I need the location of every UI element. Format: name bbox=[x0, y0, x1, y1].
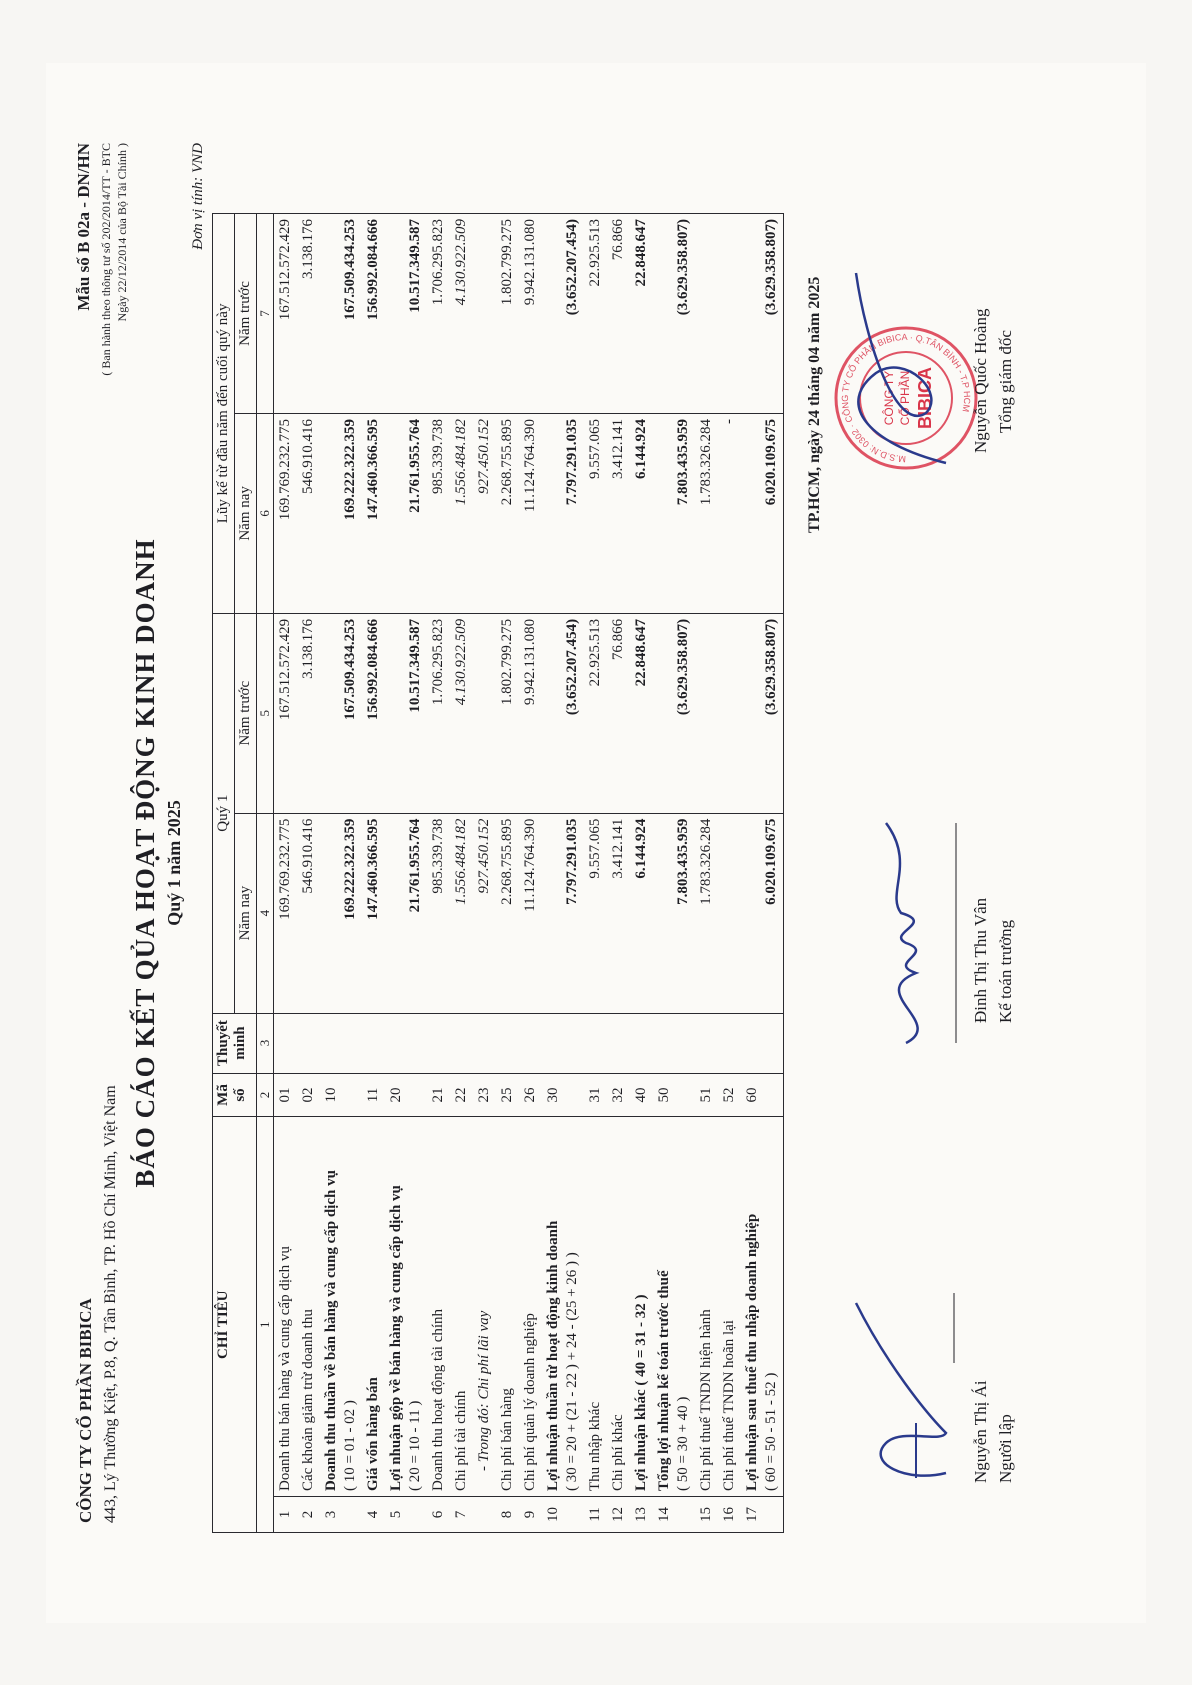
row-label bbox=[473, 1116, 496, 1496]
preparer-role: Người lập bbox=[996, 1413, 1015, 1483]
header-ma-so: Mã số bbox=[213, 1073, 257, 1117]
row-note bbox=[542, 1013, 584, 1073]
value-quarter-this-year: 3.412.141 bbox=[607, 813, 630, 1013]
row-number: 13 bbox=[630, 1496, 653, 1532]
table-row bbox=[320, 213, 362, 1532]
row-number: 5 bbox=[385, 1496, 427, 1532]
report-title: BÁO CÁO KẾT QỦA HOẠT ĐỘNG KINH DOANH bbox=[130, 537, 160, 1188]
value-ytd-last-year: 10.517.349.587 bbox=[385, 213, 427, 413]
income-statement-table bbox=[212, 213, 784, 1533]
row-formula: ( 30 = 20 + (21 - 22 ) + 24 - (25 + 26 ) ) bbox=[564, 1251, 580, 1491]
column-index-row bbox=[257, 213, 274, 1532]
row-note bbox=[584, 1013, 607, 1073]
column-index: 3 bbox=[257, 1013, 274, 1073]
column-index: 4 bbox=[257, 813, 274, 1013]
row-number: 10 bbox=[542, 1496, 584, 1532]
value-ytd-this-year: 21.761.955.764 bbox=[385, 413, 427, 613]
report-page bbox=[46, 63, 1146, 1623]
row-code: 32 bbox=[607, 1073, 630, 1117]
value-quarter-this-year bbox=[718, 813, 741, 1013]
value-ytd-last-year bbox=[473, 213, 496, 413]
value-quarter-last-year: 10.517.349.587 bbox=[385, 613, 427, 813]
stamp-line-3: BIBICA bbox=[915, 366, 935, 429]
value-quarter-last-year: 167.509.434.253 bbox=[320, 613, 362, 813]
table-row bbox=[653, 213, 695, 1532]
value-quarter-last-year: 22.848.647 bbox=[630, 613, 653, 813]
value-quarter-this-year: 2.268.755.895 bbox=[496, 813, 519, 1013]
row-code: 11 bbox=[362, 1073, 385, 1117]
row-label-line: Chi phí tài chính bbox=[453, 1390, 469, 1491]
row-formula: ( 50 = 30 + 40 ) bbox=[675, 1396, 691, 1491]
value-ytd-last-year: 156.992.084.666 bbox=[362, 213, 385, 413]
table-row bbox=[274, 213, 298, 1532]
row-code: 01 bbox=[274, 1073, 298, 1117]
value-quarter-this-year: 1.556.484.182 bbox=[450, 813, 473, 1013]
table-row bbox=[741, 213, 784, 1532]
table-row bbox=[450, 213, 473, 1532]
row-number bbox=[473, 1496, 496, 1532]
row-note bbox=[274, 1013, 298, 1073]
value-quarter-this-year: 169.222.322.359 bbox=[320, 813, 362, 1013]
value-quarter-last-year bbox=[473, 613, 496, 813]
table-body bbox=[274, 213, 784, 1532]
row-code: 25 bbox=[496, 1073, 519, 1117]
value-ytd-last-year: 9.942.131.080 bbox=[519, 213, 542, 413]
table-row bbox=[473, 213, 496, 1532]
row-note bbox=[695, 1013, 718, 1073]
row-label bbox=[630, 1116, 653, 1496]
row-note bbox=[385, 1013, 427, 1073]
value-ytd-last-year: 167.509.434.253 bbox=[320, 213, 362, 413]
stamp-line-2: CỔ PHẦN bbox=[898, 370, 912, 425]
accountant-name: Đinh Thị Thu Vân bbox=[971, 897, 990, 1023]
row-note bbox=[653, 1013, 695, 1073]
row-label bbox=[519, 1116, 542, 1496]
row-label bbox=[362, 1116, 385, 1496]
row-number: 4 bbox=[362, 1496, 385, 1532]
row-formula: ( 10 = 01 - 02 ) bbox=[342, 1399, 358, 1491]
table-row bbox=[427, 213, 450, 1532]
value-quarter-last-year: 156.992.084.666 bbox=[362, 613, 385, 813]
row-label-line: Các khoản giảm trừ doanh thu bbox=[300, 1308, 316, 1491]
row-number: 8 bbox=[496, 1496, 519, 1532]
preparer-signature bbox=[846, 1283, 966, 1503]
table-row bbox=[630, 213, 653, 1532]
value-quarter-this-year: 21.761.955.764 bbox=[385, 813, 427, 1013]
value-ytd-last-year: (3.629.358.807) bbox=[741, 213, 784, 413]
value-ytd-this-year: - bbox=[718, 413, 741, 613]
row-number: 6 bbox=[427, 1496, 450, 1532]
value-ytd-last-year: 167.512.572.429 bbox=[274, 213, 298, 413]
row-note bbox=[496, 1013, 519, 1073]
row-code: 60 bbox=[741, 1073, 784, 1117]
column-index: 2 bbox=[257, 1073, 274, 1117]
column-index: 5 bbox=[257, 613, 274, 813]
row-number: 15 bbox=[695, 1496, 718, 1532]
value-ytd-this-year: 7.803.435.959 bbox=[653, 413, 695, 613]
row-note bbox=[362, 1013, 385, 1073]
form-note bbox=[98, 143, 130, 376]
value-ytd-this-year: 1.556.484.182 bbox=[450, 413, 473, 613]
row-code: 23 bbox=[473, 1073, 496, 1117]
value-ytd-this-year: 546.910.416 bbox=[297, 413, 320, 613]
value-quarter-this-year: 546.910.416 bbox=[297, 813, 320, 1013]
row-number: 1 bbox=[274, 1496, 298, 1532]
row-label-line: Chi phí quản lý doanh nghiệp bbox=[522, 1312, 538, 1491]
value-ytd-this-year: 147.460.366.595 bbox=[362, 413, 385, 613]
row-code: 31 bbox=[584, 1073, 607, 1117]
value-quarter-this-year: 169.769.232.775 bbox=[274, 813, 298, 1013]
row-label bbox=[607, 1116, 630, 1496]
row-label bbox=[297, 1116, 320, 1496]
value-ytd-last-year: 1.706.295.823 bbox=[427, 213, 450, 413]
company-name: CÔNG TY CỔ PHẦN BIBICA bbox=[76, 1297, 95, 1523]
row-code: 40 bbox=[630, 1073, 653, 1117]
row-label bbox=[450, 1116, 473, 1496]
value-quarter-this-year: 7.797.291.035 bbox=[542, 813, 584, 1013]
row-note bbox=[473, 1013, 496, 1073]
value-quarter-this-year: 147.460.366.595 bbox=[362, 813, 385, 1013]
column-index: 6 bbox=[257, 413, 274, 613]
value-quarter-last-year: (3.629.358.807) bbox=[741, 613, 784, 813]
row-label-line: Doanh thu bán hàng và cung cấp dịch vụ bbox=[277, 1245, 293, 1491]
header-chi-tieu: CHỈ TIÊU bbox=[213, 1116, 257, 1532]
currency-unit: Đơn vị tính: VND bbox=[190, 142, 206, 250]
value-quarter-last-year: (3.652.207.454) bbox=[542, 613, 584, 813]
value-quarter-this-year: 11.124.764.390 bbox=[519, 813, 542, 1013]
stamp-line-1: CÔNG TY bbox=[882, 370, 896, 425]
header-nam-nay-lk: Năm nay bbox=[235, 413, 257, 613]
value-ytd-this-year: 3.412.141 bbox=[607, 413, 630, 613]
row-number: 9 bbox=[519, 1496, 542, 1532]
value-quarter-last-year: 22.925.513 bbox=[584, 613, 607, 813]
row-code: 50 bbox=[653, 1073, 695, 1117]
row-number: 7 bbox=[450, 1496, 473, 1532]
value-ytd-last-year: 4.130.922.509 bbox=[450, 213, 473, 413]
form-note-line-1: ( Ban hành theo thông tư số 202/2014/TT - BTC bbox=[99, 142, 113, 376]
row-label bbox=[695, 1116, 718, 1496]
stamp-ring-text: M.S.D.N: 0302 · CÔNG TY CỔ PHẦN BIBICA · Q.TÂN BÌNH - T.P HCM bbox=[839, 331, 973, 464]
row-label bbox=[496, 1116, 519, 1496]
value-ytd-last-year bbox=[695, 213, 718, 413]
row-note bbox=[450, 1013, 473, 1073]
value-ytd-this-year: 169.769.232.775 bbox=[274, 413, 298, 613]
row-label bbox=[385, 1116, 427, 1496]
row-note bbox=[718, 1013, 741, 1073]
value-ytd-this-year: 6.144.924 bbox=[630, 413, 653, 613]
value-ytd-last-year: 76.866 bbox=[607, 213, 630, 413]
row-code: 02 bbox=[297, 1073, 320, 1117]
value-quarter-last-year: 167.512.572.429 bbox=[274, 613, 298, 813]
row-label bbox=[320, 1116, 362, 1496]
form-note-line-2: Ngày 22/12/2014 của Bộ Tài Chính ) bbox=[115, 142, 129, 321]
value-quarter-last-year: 76.866 bbox=[607, 613, 630, 813]
value-quarter-last-year bbox=[718, 613, 741, 813]
row-note bbox=[320, 1013, 362, 1073]
value-quarter-last-year: 9.942.131.080 bbox=[519, 613, 542, 813]
table-row bbox=[297, 213, 320, 1532]
row-label bbox=[584, 1116, 607, 1496]
row-label-line: Giá vốn hàng bán bbox=[365, 1376, 381, 1491]
value-quarter-this-year: 1.783.326.284 bbox=[695, 813, 718, 1013]
form-number: Mẫu số B 02a - DN/HN bbox=[74, 142, 93, 311]
row-number: 17 bbox=[741, 1496, 784, 1532]
row-code: 21 bbox=[427, 1073, 450, 1117]
row-label-line: Chi phí khác bbox=[610, 1413, 626, 1491]
row-note bbox=[741, 1013, 784, 1073]
value-ytd-last-year: 1.802.799.275 bbox=[496, 213, 519, 413]
value-ytd-this-year: 1.783.326.284 bbox=[695, 413, 718, 613]
value-ytd-this-year: 2.268.755.895 bbox=[496, 413, 519, 613]
row-note bbox=[630, 1013, 653, 1073]
row-number: 14 bbox=[653, 1496, 695, 1532]
row-label bbox=[274, 1116, 298, 1496]
table-row bbox=[607, 213, 630, 1532]
table-row bbox=[496, 213, 519, 1532]
director-signature bbox=[836, 243, 966, 503]
value-ytd-this-year: 7.797.291.035 bbox=[542, 413, 584, 613]
value-quarter-this-year: 6.020.109.675 bbox=[741, 813, 784, 1013]
column-index: 1 bbox=[257, 1116, 274, 1532]
row-label bbox=[718, 1116, 741, 1496]
accountant-role: Kế toán trưởng bbox=[996, 919, 1015, 1023]
row-code: 51 bbox=[695, 1073, 718, 1117]
value-ytd-this-year: 6.020.109.675 bbox=[741, 413, 784, 613]
director-role: Tổng giám đốc bbox=[996, 329, 1015, 433]
value-quarter-last-year: 4.130.922.509 bbox=[450, 613, 473, 813]
value-quarter-last-year: (3.629.358.807) bbox=[653, 613, 695, 813]
row-formula: ( 60 = 50 - 51 - 52 ) bbox=[763, 1372, 779, 1491]
report-date: TP.HCM, ngày 24 tháng 04 năm 2025 bbox=[806, 276, 823, 533]
value-quarter-this-year: 7.803.435.959 bbox=[653, 813, 695, 1013]
row-label-line: Lợi nhuận gộp về bán hàng và cung cấp dịch vụ bbox=[388, 1184, 404, 1491]
value-ytd-this-year: 985.339.738 bbox=[427, 413, 450, 613]
value-ytd-last-year bbox=[718, 213, 741, 413]
row-label-line: Tổng lợi nhuận kế toán trước thuế bbox=[656, 1269, 672, 1491]
row-number: 2 bbox=[297, 1496, 320, 1532]
preparer-name: Nguyễn Thị Ái bbox=[971, 1379, 990, 1483]
row-code: 20 bbox=[385, 1073, 427, 1117]
value-ytd-this-year: 927.450.152 bbox=[473, 413, 496, 613]
table-row bbox=[695, 213, 718, 1532]
row-label-line: Lợi nhuận thuần từ hoạt động kinh doanh bbox=[545, 1220, 561, 1491]
value-ytd-this-year: 9.557.065 bbox=[584, 413, 607, 613]
row-label-line: - Trong đó: Chi phí lãi vay bbox=[476, 1310, 492, 1471]
row-note bbox=[297, 1013, 320, 1073]
value-quarter-this-year: 927.450.152 bbox=[473, 813, 496, 1013]
row-code: 22 bbox=[450, 1073, 473, 1117]
table-row bbox=[718, 213, 741, 1532]
value-quarter-this-year: 9.557.065 bbox=[584, 813, 607, 1013]
row-number: 3 bbox=[320, 1496, 362, 1532]
row-number: 12 bbox=[607, 1496, 630, 1532]
row-label bbox=[741, 1116, 784, 1496]
report-subtitle: Quý 1 năm 2025 bbox=[164, 799, 184, 926]
row-label-line: Chi phí thuế TNDN hoãn lại bbox=[721, 1319, 737, 1491]
row-code: 10 bbox=[320, 1073, 362, 1117]
value-quarter-last-year: 1.706.295.823 bbox=[427, 613, 450, 813]
value-ytd-last-year: 22.848.647 bbox=[630, 213, 653, 413]
table-row bbox=[362, 213, 385, 1532]
row-note bbox=[427, 1013, 450, 1073]
row-label-line: Chi phí bán hàng bbox=[499, 1387, 515, 1491]
table-row bbox=[385, 213, 427, 1532]
row-label bbox=[542, 1116, 584, 1496]
row-label-line: Lợi nhuận khác ( 40 = 31 - 32 ) bbox=[633, 1294, 649, 1491]
row-label-line: Doanh thu thuần về bán hàng và cung cấp dịch vụ bbox=[323, 1169, 339, 1491]
table-row bbox=[519, 213, 542, 1532]
row-number: 11 bbox=[584, 1496, 607, 1532]
row-label-line: Chi phí thuế TNDN hiện hành bbox=[698, 1308, 714, 1491]
value-quarter-this-year: 6.144.924 bbox=[630, 813, 653, 1013]
header-quy-1: Quý 1 bbox=[213, 613, 235, 1013]
row-code: 26 bbox=[519, 1073, 542, 1117]
row-note bbox=[607, 1013, 630, 1073]
column-index: 7 bbox=[257, 213, 274, 413]
header-nam-truoc-q: Năm trước bbox=[235, 613, 257, 813]
value-quarter-last-year bbox=[695, 613, 718, 813]
header-nam-nay-q: Năm nay bbox=[235, 813, 257, 1013]
table-row bbox=[584, 213, 607, 1532]
header-luy-ke: Lũy kế từ đầu năm đến cuối quý này bbox=[213, 213, 235, 613]
company-address: 443, Lý Thường Kiệt, P.8, Q. Tân Bình, TP. Hồ Chí Minh, Việt Nam bbox=[102, 1084, 119, 1523]
row-label-line: Lợi nhuận sau thuế thu nhập doanh nghiệp bbox=[744, 1213, 760, 1491]
value-ytd-last-year: 22.925.513 bbox=[584, 213, 607, 413]
value-quarter-this-year: 985.339.738 bbox=[427, 813, 450, 1013]
header-nam-truoc-lk: Năm trước bbox=[235, 213, 257, 413]
director-name: Nguyễn Quốc Hoàng bbox=[971, 308, 990, 453]
row-label-line: Doanh thu hoạt động tài chính bbox=[430, 1308, 446, 1491]
row-label bbox=[427, 1116, 450, 1496]
value-ytd-last-year: 3.138.176 bbox=[297, 213, 320, 413]
value-ytd-this-year: 11.124.764.390 bbox=[519, 413, 542, 613]
value-ytd-this-year: 169.222.322.359 bbox=[320, 413, 362, 613]
value-ytd-last-year: (3.629.358.807) bbox=[653, 213, 695, 413]
row-note bbox=[519, 1013, 542, 1073]
row-label-line: Thu nhập khác bbox=[587, 1401, 603, 1491]
value-ytd-last-year: (3.652.207.454) bbox=[542, 213, 584, 413]
row-label bbox=[653, 1116, 695, 1496]
row-code: 30 bbox=[542, 1073, 584, 1117]
value-quarter-last-year: 1.802.799.275 bbox=[496, 613, 519, 813]
value-quarter-last-year: 3.138.176 bbox=[297, 613, 320, 813]
row-number: 16 bbox=[718, 1496, 741, 1532]
accountant-signature bbox=[846, 803, 966, 1063]
table-row bbox=[542, 213, 584, 1532]
header-thuyet-minh: Thuyết minh bbox=[213, 1013, 257, 1073]
row-code: 52 bbox=[718, 1073, 741, 1117]
row-formula: ( 20 = 10 - 11 ) bbox=[407, 1400, 423, 1491]
